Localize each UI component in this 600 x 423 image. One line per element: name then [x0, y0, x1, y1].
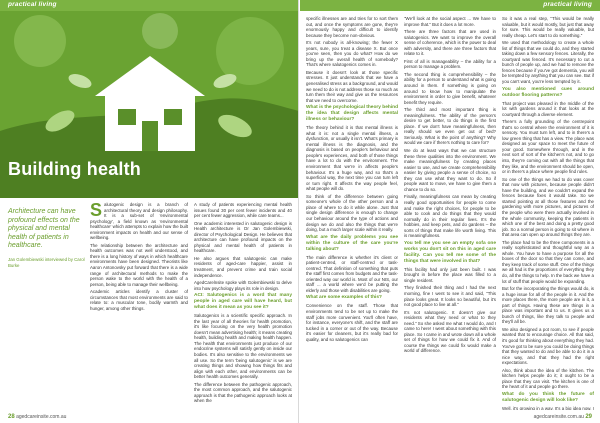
paragraph: We also designed a pot room, to see if people wanted that to encourage choice. All that said, it's good for thinking about everything they had. You've got to be sure you could be doing things that they wanted to do and be able to do it in a nice way, and that they had the right expectations.	[502, 326, 594, 366]
answer: Convenience on the staff. Those that environments tend to be set up to make the staff jobs more convenient. You'll often have, for instance, everyone's shift, and the staff are tucked in a corner or out of the way. Because it's easier for cleaners, but it's really bad for quality, and so salutogenics can	[306, 303, 398, 342]
site-name: agedcareinsite.com.au	[533, 414, 584, 420]
paragraph: There are three factors that are used in salutogenics. We want to improve the overall sense of coherence, which is the power to deal with adversity, and there are three factors that relate to it.	[404, 29, 496, 57]
page-number: 28	[8, 414, 15, 420]
site-name: agedcareinsite.com.au	[16, 414, 67, 420]
paragraph: But for the incorporating the things would do, is a huge issue for all of the people in it. And the more places there, the more people are in it, a part of things. Having these are things in a place was important and to us. It gives us a bunch of things, like they talk to people and they'll all be.	[502, 286, 594, 325]
paragraph: The difference between the pathogenic approach, the most common approach, and the salutogenic approach is that the pathogenic approach looks at when the	[194, 381, 292, 404]
hero-image	[0, 11, 299, 198]
answer: This facility had only just been built. I was brought in before the place was filled to a single resident.	[404, 266, 496, 283]
right-column-1	[306, 16, 398, 410]
paragraph: Salutogenic design is a branch of architectural theory and design philosophy. It is a sub-set of 'environmental psychology', a field known as 'environmental healthcare' which attempts to explain how the built environment impacts on health and our sense of wellbeing.	[90, 202, 188, 241]
paragraph: We used that methodology to create a whole list of things that we could do, and they started taking down a few sensory fences. Literally, the courtyard was fenced. It's necessary to cut a bunch of people up, and we had to remove the fences because if you've got dementia, you will be tempted by anything that you can see. But if you can't want, you're less tempted by it.	[502, 40, 594, 85]
drop-cap: S	[90, 202, 103, 220]
question: What are some examples of this?	[306, 295, 382, 301]
paragraph: They finished their thing and I had the next morning, fine I went to see it and said, "This place looks great. It looks so beautiful, but it's not good place to live at all."	[404, 285, 496, 308]
left-column-2	[194, 202, 292, 410]
right-column-3	[502, 16, 594, 410]
paragraph: We do at least ways that we can structure these three qualities into the environment. We make meaningfulness by creating places easier to use, and we create comprehensibility easier by giving people a sense of choice, so they can use what they want to do. So if people want to move, we have to give them a chance to do so.	[404, 148, 496, 192]
answer: The theory behind it is that mental illness is what it is: not a single mental illness, a dysfunction, or usually it isn't. What's primary is mental illness is the diagnosis, and the diagnosis is based on people's behaviour and people's experiences, and both of those things have a lot to do with the environment. The environment that we're in affects people's behaviour. It's a huge way, and so that's a superficial way, the next time you can turn left or turn right. It affects the way people feel, what people will do.	[306, 125, 398, 192]
byline: Jan Golembiewski interviewed by Carol Burke	[8, 257, 85, 268]
answer: Well, it's growing in a way. It's a big idea now. I	[502, 405, 594, 410]
question: ACI: Salutogenics is a word that many people in aged care will have heard, but what does it mean as you see it?	[194, 293, 292, 311]
right-footer	[534, 414, 592, 420]
question: What is the psychological theory behind the idea that design affects mental illness or behaviour?	[306, 105, 398, 123]
paragraph: The third and most important thing is meaningfulness. The ability of the person's desire to get better, to do things in the first place. If we don't have meaningfulness, then really should we even get out of bed? Seriously. What is the point of anything? Why would we care if there's nothing to care for?	[404, 107, 496, 146]
answer: The main difference is whether it's client or patient-centred, or staff-centred or task-centred. That definition of something that puts the staff first comes from budgets and the task-oriented way our world is. Most of our NIS, our staff ... a world where we'd be putting the elderly and those with disabilities are going.	[306, 254, 398, 293]
paragraph: The second thing is comprehensibility – the ability for a person to understand what is going around in them. If something is going on around to know how to manipulate the environment in order to give benefit, whatever benefit they require.	[404, 71, 496, 105]
paragraph: Finally, meaningfulness can mean by creating really good opportunities for people to come and make the right choices, for people to be able to cook and do things that they would normally do in their regular lives. It's the hobbies, and keep pets, and do gardens – the sorts of things that make life worth living. This is meaningfulness.	[404, 194, 496, 239]
left-footer	[8, 414, 66, 420]
question: You tell me you see an empty sofa one works you don't sit on this in aged care facility. Can you tell me some of the things that were involved in that?	[404, 240, 496, 264]
paragraph: So think of the difference between going someone's whole of the other person and a place of where to do it while alone. Just that single design difference is enough to change our behaviour around the type of actions and design we do and also the things that we're doing, but a much larger scale within it really.	[306, 193, 398, 233]
paragraph: It's not nobody is all-knowing; the fewer X years, sure, you treat a disease X. But once you've seen, then you do what? How do we bring up the overall health of somebody? That's where salutogenics comes in.	[306, 40, 398, 68]
paragraph: First of all is manageability – the ability for a person to manage a problem.	[404, 58, 496, 70]
paragraph: AgedCarelnsite spoke with Golembiewski to delve into how psychology plays its role in design.	[194, 280, 292, 291]
paragraph: So it was a real step, "This would be really valuable, but it would mostly, but just that away for sure. This would be really valuable, but really cheap. Let's start to do something."	[502, 16, 594, 38]
left-column-1	[90, 202, 188, 410]
right-page	[300, 0, 600, 423]
paragraph: The place had to be the three components in a really sophisticated and thoughtful way as a whole. You have to have a purpose for all the boxes of the door so that they can come, and they keep track of some stuff. One of the things we all had is the proportions of everything they do, all the things to help. In the back we have a lot of stuff that people would be expanding.	[502, 239, 594, 284]
paragraph: A study of patients experiencing mental health issues found 30 per cent fewer incidents and 40 per cent fewer aggression, while care teams...	[194, 202, 292, 219]
question: What do you think the future of salutogenic design will look like?	[502, 391, 594, 403]
section-label: practical living	[8, 1, 57, 8]
section-label: practical living	[543, 1, 592, 8]
paragraph: Academic articles identify a cluster of circumstances that most environments are said to relate to: a muscular tone, bodily warmth and hunger, among other things.	[90, 289, 188, 311]
paragraph: "We'll look at the social aspect ... We have to improve that." But it does a lot more.	[404, 16, 496, 27]
question: You also mentioned cues around outdoor flooring patterns?	[502, 86, 594, 98]
paragraph: specific illnesses are and tries for to sort them out, and once the symptoms are gone, they're enormously happy and difficult to identify because they become non-obvious.	[306, 16, 398, 38]
paragraph: One academic interested in salutogenic design is Health architecture is Dr Jan Golembiewski, director of Psychological Design. He believes that architecture can have profound impacts on the physical and mental health of patients in healthcare.	[194, 220, 292, 254]
left-page	[0, 0, 299, 423]
page-number: 29	[585, 414, 592, 420]
paragraph: So one of the things we had to do was cover that now with pictures, because people didn't have the building, and we couldn't expand the fences because fixes it would take. So we started pointing at all those features and the gardening with more pictures, and pictures of the people who were there actually involved in the whole community, keeping the patients in which one of the best and doing a pretty good job. So a normal person is going to sit where in that area can open up around things they are.	[502, 176, 594, 238]
article-title: Building health	[8, 159, 141, 179]
paragraph: Also, think about the idea of the kitchen. The kitchen helps people do it; it ought to be a place that they can visit. The kitchen is one of the heart of it and people go there.	[502, 367, 594, 390]
paragraph: It's not salutogenic. It doesn't give our residents what they need or what to they need." So she asked me what I would do, and I came to here! I went about something with this place. So I came in and wrote down all a whole set of things for how we could fix it. And of course the things we could fix would make a world of difference.	[404, 309, 496, 354]
standfirst: Architecture can have profound effects on the physical and mental health of patients in healthcare.	[8, 208, 80, 250]
right-column-2	[404, 16, 496, 410]
paragraph: The relationship between the architecture and health outcomes was not well understood, and there is a long history of ways in which healthcare environments have been designed. Theorists like Aaron Antonovsky put forward that there is a wide range of architectural methods to make the person wake to the world with the health of a person, being able to manage their wellbeing.	[90, 242, 188, 287]
right-header-bar	[300, 0, 600, 11]
question: What are the daily problems you see within the culture of the care you're talking about?	[306, 234, 398, 252]
paragraph: He also argues that salutogenic can make residents of aged-care happier, assist in treatment, and prevent crime and train social independence.	[194, 255, 292, 278]
answer: That project was pleased in the middle of the lot with gardens around it that looks at the courtyard through a diverse element.	[502, 100, 594, 117]
answer: Salutogenics is a scientific specific approach. In the last year of all theories for health promotion, it's like focusing on the very health promotion doesn't mean advertising health; it means creating health, building health and making health happen. The health that environments just produce of our endocrine systems will satisfy gently on inside our bodies. It's also sensitive to the environments we all use. So the term 'being salutogenic' is we are creating things and showing how things fits and align with each other, and environments can be better health outcomes generally.	[194, 313, 292, 380]
paragraph: There's a fully grounding of the centrepoint that's so central where the environment of it is sensory. You must turn left, and to in there's a low green thing that has a view. The place was designed as your space to meet the future of your good. Somewhere through, and in the next sort of sort of the kitchen's not, and to go into, they're coming out with all the things that they like, and the environment should be open, or in there's a place where people find rules.	[502, 119, 594, 175]
paragraph: Because it doesn't look at those specific stresses. It just understands that we have a generalised stress as a background, and would we need to do is not address those so much as turn them their way and give us the resources that we need to overcome.	[306, 69, 398, 103]
left-header-bar	[0, 0, 298, 11]
